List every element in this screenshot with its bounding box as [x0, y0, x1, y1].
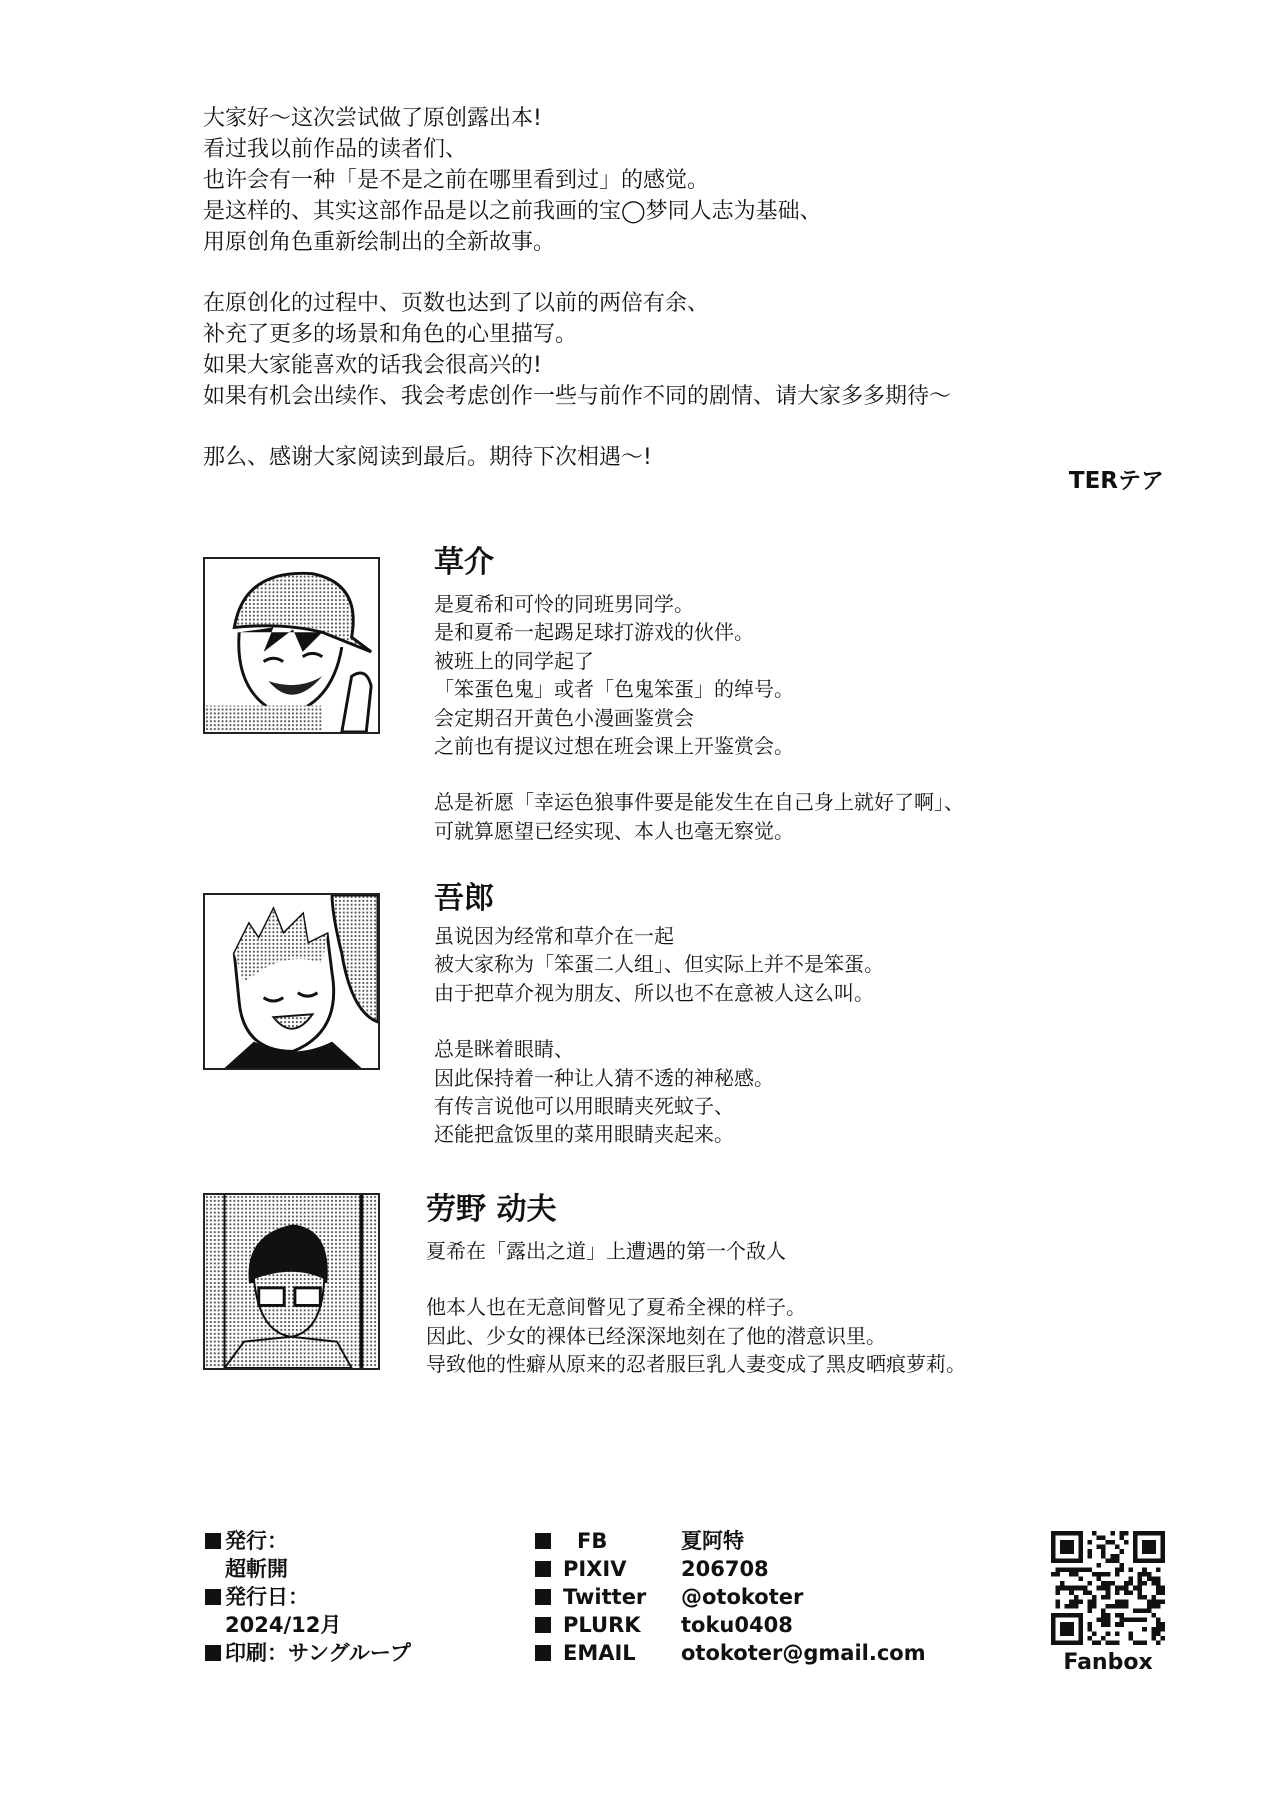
qr-label: Fanbox	[1063, 1650, 1153, 1675]
author-signature: TERテア	[1068, 468, 1164, 494]
contact-value[interactable]: otokoter@gmail.com	[681, 1641, 926, 1665]
description-line: 有传言说他可以用眼睛夹死蚊子、	[434, 1093, 734, 1118]
colophon	[205, 1527, 411, 1667]
afterword-intro	[203, 103, 951, 473]
description-line: 导致他的性癖从原来的忍者服巨乳人妻变成了黑皮晒痕萝莉。	[426, 1352, 966, 1377]
description-line: 被班上的同学起了	[434, 648, 594, 673]
description-line: 之前也有提议过想在班会课上开鉴赏会。	[434, 733, 794, 758]
intro-line: 如果大家能喜欢的话我会很高兴的!	[203, 353, 542, 378]
character-description	[426, 1237, 966, 1379]
intro-line: 用原创角色重新绘制出的全新故事。	[203, 230, 556, 255]
bullet-square-icon	[205, 1645, 221, 1661]
intro-line: 大家好～这次尝试做了原创露出本!	[203, 106, 542, 131]
contact-label: PLURK	[563, 1613, 641, 1637]
fanbox-qr-code[interactable]	[1051, 1531, 1165, 1645]
contact-label: Twitter	[563, 1585, 647, 1609]
intro-line: 那么、感谢大家阅读到最后。期待下次相遇～!	[203, 445, 652, 470]
intro-line: 也许会有一种「是不是之前在哪里看到过」的感觉。	[203, 168, 710, 193]
publisher: 超斬開	[225, 1557, 288, 1581]
intro-line: 看过我以前作品的读者们、	[203, 137, 468, 162]
portrait-sousuke	[203, 557, 380, 734]
bullet-square-icon	[205, 1589, 221, 1605]
bullet-square-icon	[535, 1589, 551, 1605]
contact-label: EMAIL	[563, 1641, 636, 1665]
contact-value[interactable]: @otokoter	[681, 1585, 804, 1609]
contact-value: 夏阿特	[681, 1529, 744, 1553]
contact-row	[535, 1611, 926, 1639]
bullet-square-icon	[535, 1561, 551, 1577]
description-line: 由于把草介视为朋友、所以也不在意被人这么叫。	[434, 980, 874, 1005]
character-description	[434, 922, 884, 1149]
contact-row	[535, 1583, 926, 1611]
description-line: 是和夏希一起踢足球打游戏的伙伴。	[434, 620, 754, 645]
intro-line: 如果有机会出续作、我会考虑创作一些与前作不同的剧情、请大家多多期待～	[203, 384, 952, 409]
description-line: 被大家称为「笨蛋二人组」、但实际上并不是笨蛋。	[434, 952, 884, 977]
contact-row	[535, 1639, 926, 1667]
description-line: 「笨蛋色鬼」或者「色鬼笨蛋」的绰号。	[434, 677, 794, 702]
portrait-rono-isao	[203, 1193, 380, 1370]
character-description	[434, 590, 964, 845]
contact-row	[535, 1555, 926, 1583]
description-line: 虽说因为经常和草介在一起	[434, 924, 674, 948]
description-line: 他本人也在无意间瞥见了夏希全裸的样子。	[426, 1295, 806, 1320]
contact-label: FB	[577, 1529, 608, 1553]
bullet-square-icon	[205, 1533, 221, 1549]
bullet-square-icon	[535, 1645, 551, 1661]
intro-line: 在原创化的过程中、页数也达到了以前的两倍有余、	[203, 291, 710, 316]
publisher-label: 発行：	[225, 1529, 288, 1553]
intro-line: 是这样的、其实这部作品是以之前我画的宝◯梦同人志为基础、	[203, 199, 822, 224]
description-line: 可就算愿望已经实现、本人也毫无察觉。	[434, 818, 794, 843]
contact-value: toku0408	[681, 1613, 793, 1637]
description-line: 总是祈愿「幸运色狼事件要是能发生在自己身上就好了啊」、	[434, 790, 964, 815]
description-line: 因此、少女的裸体已经深深地刻在了他的潜意识里。	[426, 1323, 886, 1348]
description-line: 还能把盒饭里的菜用眼睛夹起来。	[434, 1122, 734, 1147]
character-name: 吾郎	[434, 881, 494, 916]
publish-date: 2024/12月	[225, 1613, 342, 1637]
character-name: 草介	[434, 545, 494, 580]
intro-line: 补充了更多的场景和角色的心里描写。	[203, 322, 578, 347]
bullet-square-icon	[535, 1533, 551, 1549]
description-line: 总是眯着眼睛、	[434, 1037, 574, 1062]
date-label: 発行日：	[225, 1585, 309, 1609]
contact-row	[535, 1527, 926, 1555]
contact-list	[535, 1527, 926, 1667]
description-line: 会定期召开黄色小漫画鉴赏会	[434, 705, 694, 730]
printer: サングループ	[288, 1641, 411, 1665]
character-name: 劳野 动夫	[426, 1192, 557, 1227]
portrait-goro	[203, 893, 380, 1070]
contact-value: 206708	[681, 1557, 769, 1581]
description-line: 因此保持着一种让人猜不透的神秘感。	[434, 1065, 774, 1090]
description-line: 是夏希和可怜的同班男同学。	[434, 592, 694, 616]
bullet-square-icon	[535, 1617, 551, 1633]
contact-label: PIXIV	[563, 1557, 627, 1581]
printer-label: 印刷：	[225, 1641, 288, 1665]
description-line: 夏希在「露出之道」上遭遇的第一个敌人	[426, 1239, 786, 1263]
